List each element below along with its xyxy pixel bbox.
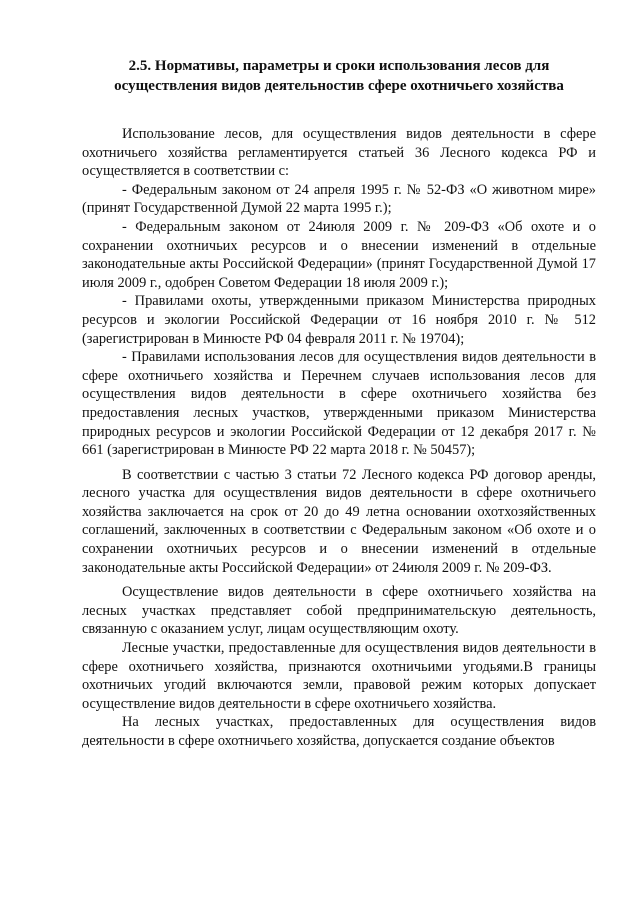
- paragraph-hunting-grounds: Лесные участки, предоставленные для осуществления видов деятельности в сфере охотничьего хозяйства, признаются охотничьими угодьями.В границы охотничьих угодий включаются земли, правовой режим которых допускает осуществление видов деятельности в сфере охотничьего хозяйства.: [82, 640, 596, 712]
- section-title: [82, 56, 596, 96]
- section-title-line-1: 2.5. Нормативы, параметры и сроки использования лесов для: [128, 58, 550, 74]
- section-title-line-2: осуществления видов деятельностив сфере охотничьего хозяйства: [114, 78, 564, 94]
- paragraph-lease-terms: В соответствии с частью 3 статьи 72 Лесного кодекса РФ договор аренды, лесного участка для осуществления видов деятельности в сфере охотничьего хозяйства заключается на срок от 20 до 49 летна основании охотхозяйственных соглашений, заключенных в соответствии с Федеральным законом «Об охоте и о сохранении охотничьих ресурсов и о внесении изменений в отдельные законодательные акты Российской Федерации» от 24июля 2009 г. № 209-ФЗ.: [82, 466, 596, 576]
- list-item-forest-use-rules: - Правилами использования лесов для осуществления видов деятельности в сфере охотничьего хозяйства и Перечнем случаев использования лесов для осуществления видов деятельности в сфере охотничьего хозяйства без предоставления лесных участков, утвержденными приказом Министерства природных ресурсов и экологии Российской Федерации от 12 декабря 2017 г. № 661 (зарегистрирован в Минюсте РФ 22 марта 2018 г. № 50457);: [82, 349, 596, 459]
- paragraph-objects-creation: На лесных участках, предоставленных для осуществления видов деятельности в сфере охотничьего хозяйства, допускается создание объектов: [82, 714, 596, 749]
- paragraph-intro: Использование лесов, для осуществления видов деятельности в сфере охотничьего хозяйства регламентируется статьей 36 Лесного кодекса РФ и осуществляется в соответствии с:: [82, 126, 596, 180]
- list-item-hunting-rules: - Правилами охоты, утвержденными приказом Министерства природных ресурсов и экологии Российской Федерации от 16 ноября 2010 г. № 512 (зарегистрирован в Минюсте РФ 04 февраля 2011 г. № 19704);: [82, 293, 596, 347]
- list-item-law-animal-world: - Федеральным законом от 24 апреля 1995 г. № 52-ФЗ «О животном мире» (принят Государственной Думой 22 марта 1995 г.);: [82, 181, 596, 217]
- paragraph-business-activity: Осуществление видов деятельности в сфере охотничьего хозяйства на лесных участках представляет собой предпринимательскую деятельность, связанную с оказанием услуг, лицам осуществляющим охоту.: [82, 584, 596, 638]
- list-item-law-hunting: - Федеральным законом от 24июля 2009 г. № 209-ФЗ «Об охоте и о сохранении охотничьих ресурсов и о внесении изменений в отдельные законодательные акты Российской Федерации» (принят Государственной Думой 17 июля 2009 г., одобрен Советом Федерации 18 июля 2009 г.);: [82, 218, 596, 291]
